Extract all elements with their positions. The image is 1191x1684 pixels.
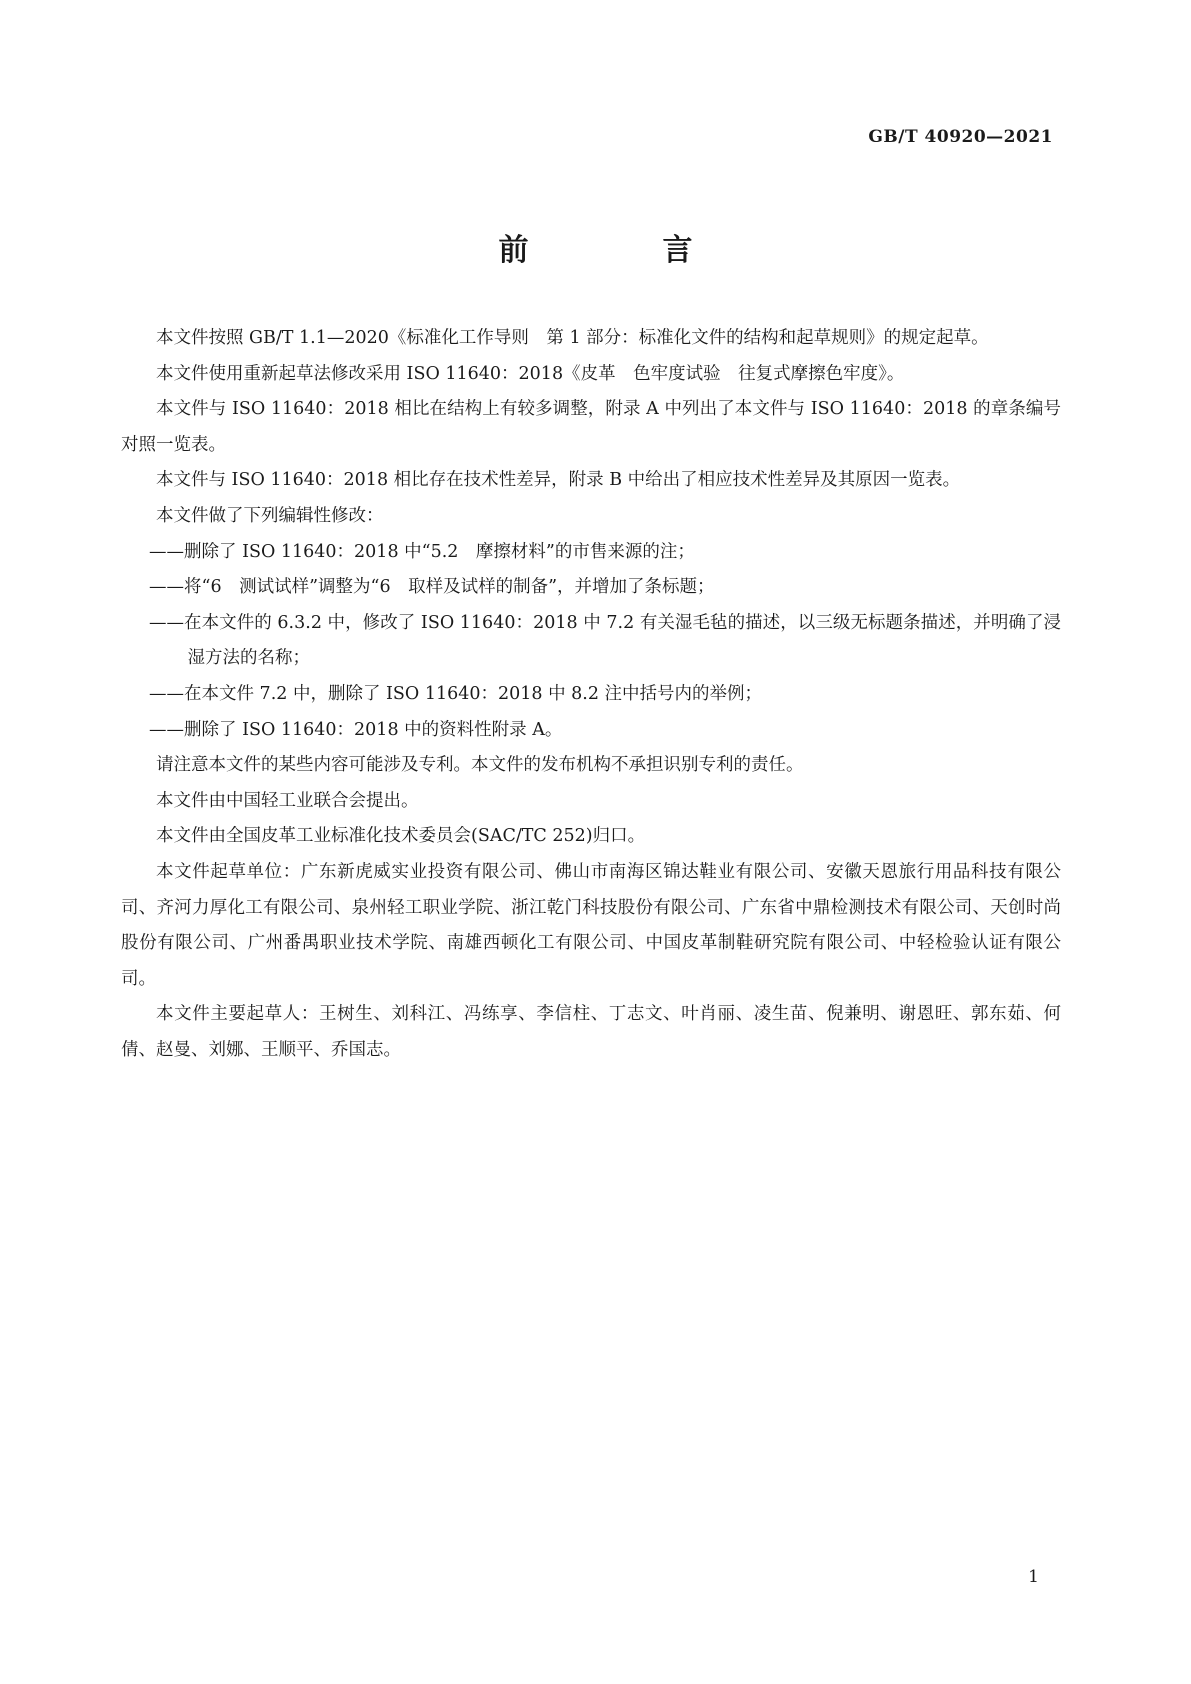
edit-item: ——在本文件的 6.3.2 中，修改了 ISO 11640：2018 中 7.2 有关湿毛毡的描述，以三级无标题条描述，并明确了浸湿方法的名称； [149, 612, 1061, 669]
edit-item: ——删除了 ISO 11640：2018 中的资料性附录 A。 [149, 719, 563, 740]
paragraph-drafters: 本文件主要起草人：王树生、刘科江、冯练享、李信柱、丁志文、叶肖丽、凌生苗、倪兼明、谢恩旺、郭东茹、何倩、赵曼、刘娜、王顺平、乔国志。 [121, 1004, 1061, 1060]
page-title: 前 言 [498, 233, 745, 268]
paragraph-technical-diff: 本文件与 ISO 11640：2018 相比存在技术性差异，附录 B 中给出了相应技术性差异及其原因一览表。 [156, 470, 961, 491]
edit-item: ——在本文件 7.2 中，删除了 ISO 11640：2018 中 8.2 注中括号内的举例； [149, 683, 763, 704]
page-number: 1 [1028, 1567, 1039, 1587]
edit-item: ——删除了 ISO 11640：2018 中“5.2 摩擦材料”的市售来源的注； [149, 541, 695, 562]
paragraph-adoption: 本文件使用重新起草法修改采用 ISO 11640：2018《皮革 色牢度试验 往复式摩擦色牢度》。 [156, 363, 905, 384]
paragraph-drafting-units: 本文件起草单位：广东新虎威实业投资有限公司、佛山市南海区锦达鞋业有限公司、安徽天恩旅行用品科技有限公司、齐河力厚化工有限公司、泉州轻工职业学院、浙江乾门科技股份有限公司、广东省中鼎检测技术有限公司、天创时尚股份有限公司、广州番禺职业技术学院、南雄西顿化工有限公司、中国皮革制鞋研究院有限公司、中轻检验认证有限公司。 [121, 861, 1061, 989]
document-code: GB/T 40920—2021 [868, 127, 1053, 147]
paragraph-proposer: 本文件由中国轻工业联合会提出。 [156, 790, 419, 811]
paragraph-drafting-rules: 本文件按照 GB/T 1.1—2020《标准化工作导则 第 1 部分：标准化文件的结构和起草规则》的规定起草。 [156, 328, 989, 348]
paragraph-patent: 请注意本文件的某些内容可能涉及专利。本文件的发布机构不承担识别专利的责任。 [156, 755, 804, 776]
paragraph-edit-intro: 本文件做了下列编辑性修改： [156, 505, 384, 526]
paragraph-structure: 本文件与 ISO 11640：2018 相比在结构上有较多调整，附录 A 中列出了本文件与 ISO 11640：2018 的章条编号对照一览表。 [121, 399, 1061, 455]
foreword-body [121, 321, 1061, 1068]
paragraph-committee: 本文件由全国皮革工业标准化技术委员会(SAC/TC 252)归口。 [156, 826, 646, 847]
edit-item: ——将“6 测试试样”调整为“6 取样及试样的制备”，并增加了条标题； [149, 577, 715, 598]
